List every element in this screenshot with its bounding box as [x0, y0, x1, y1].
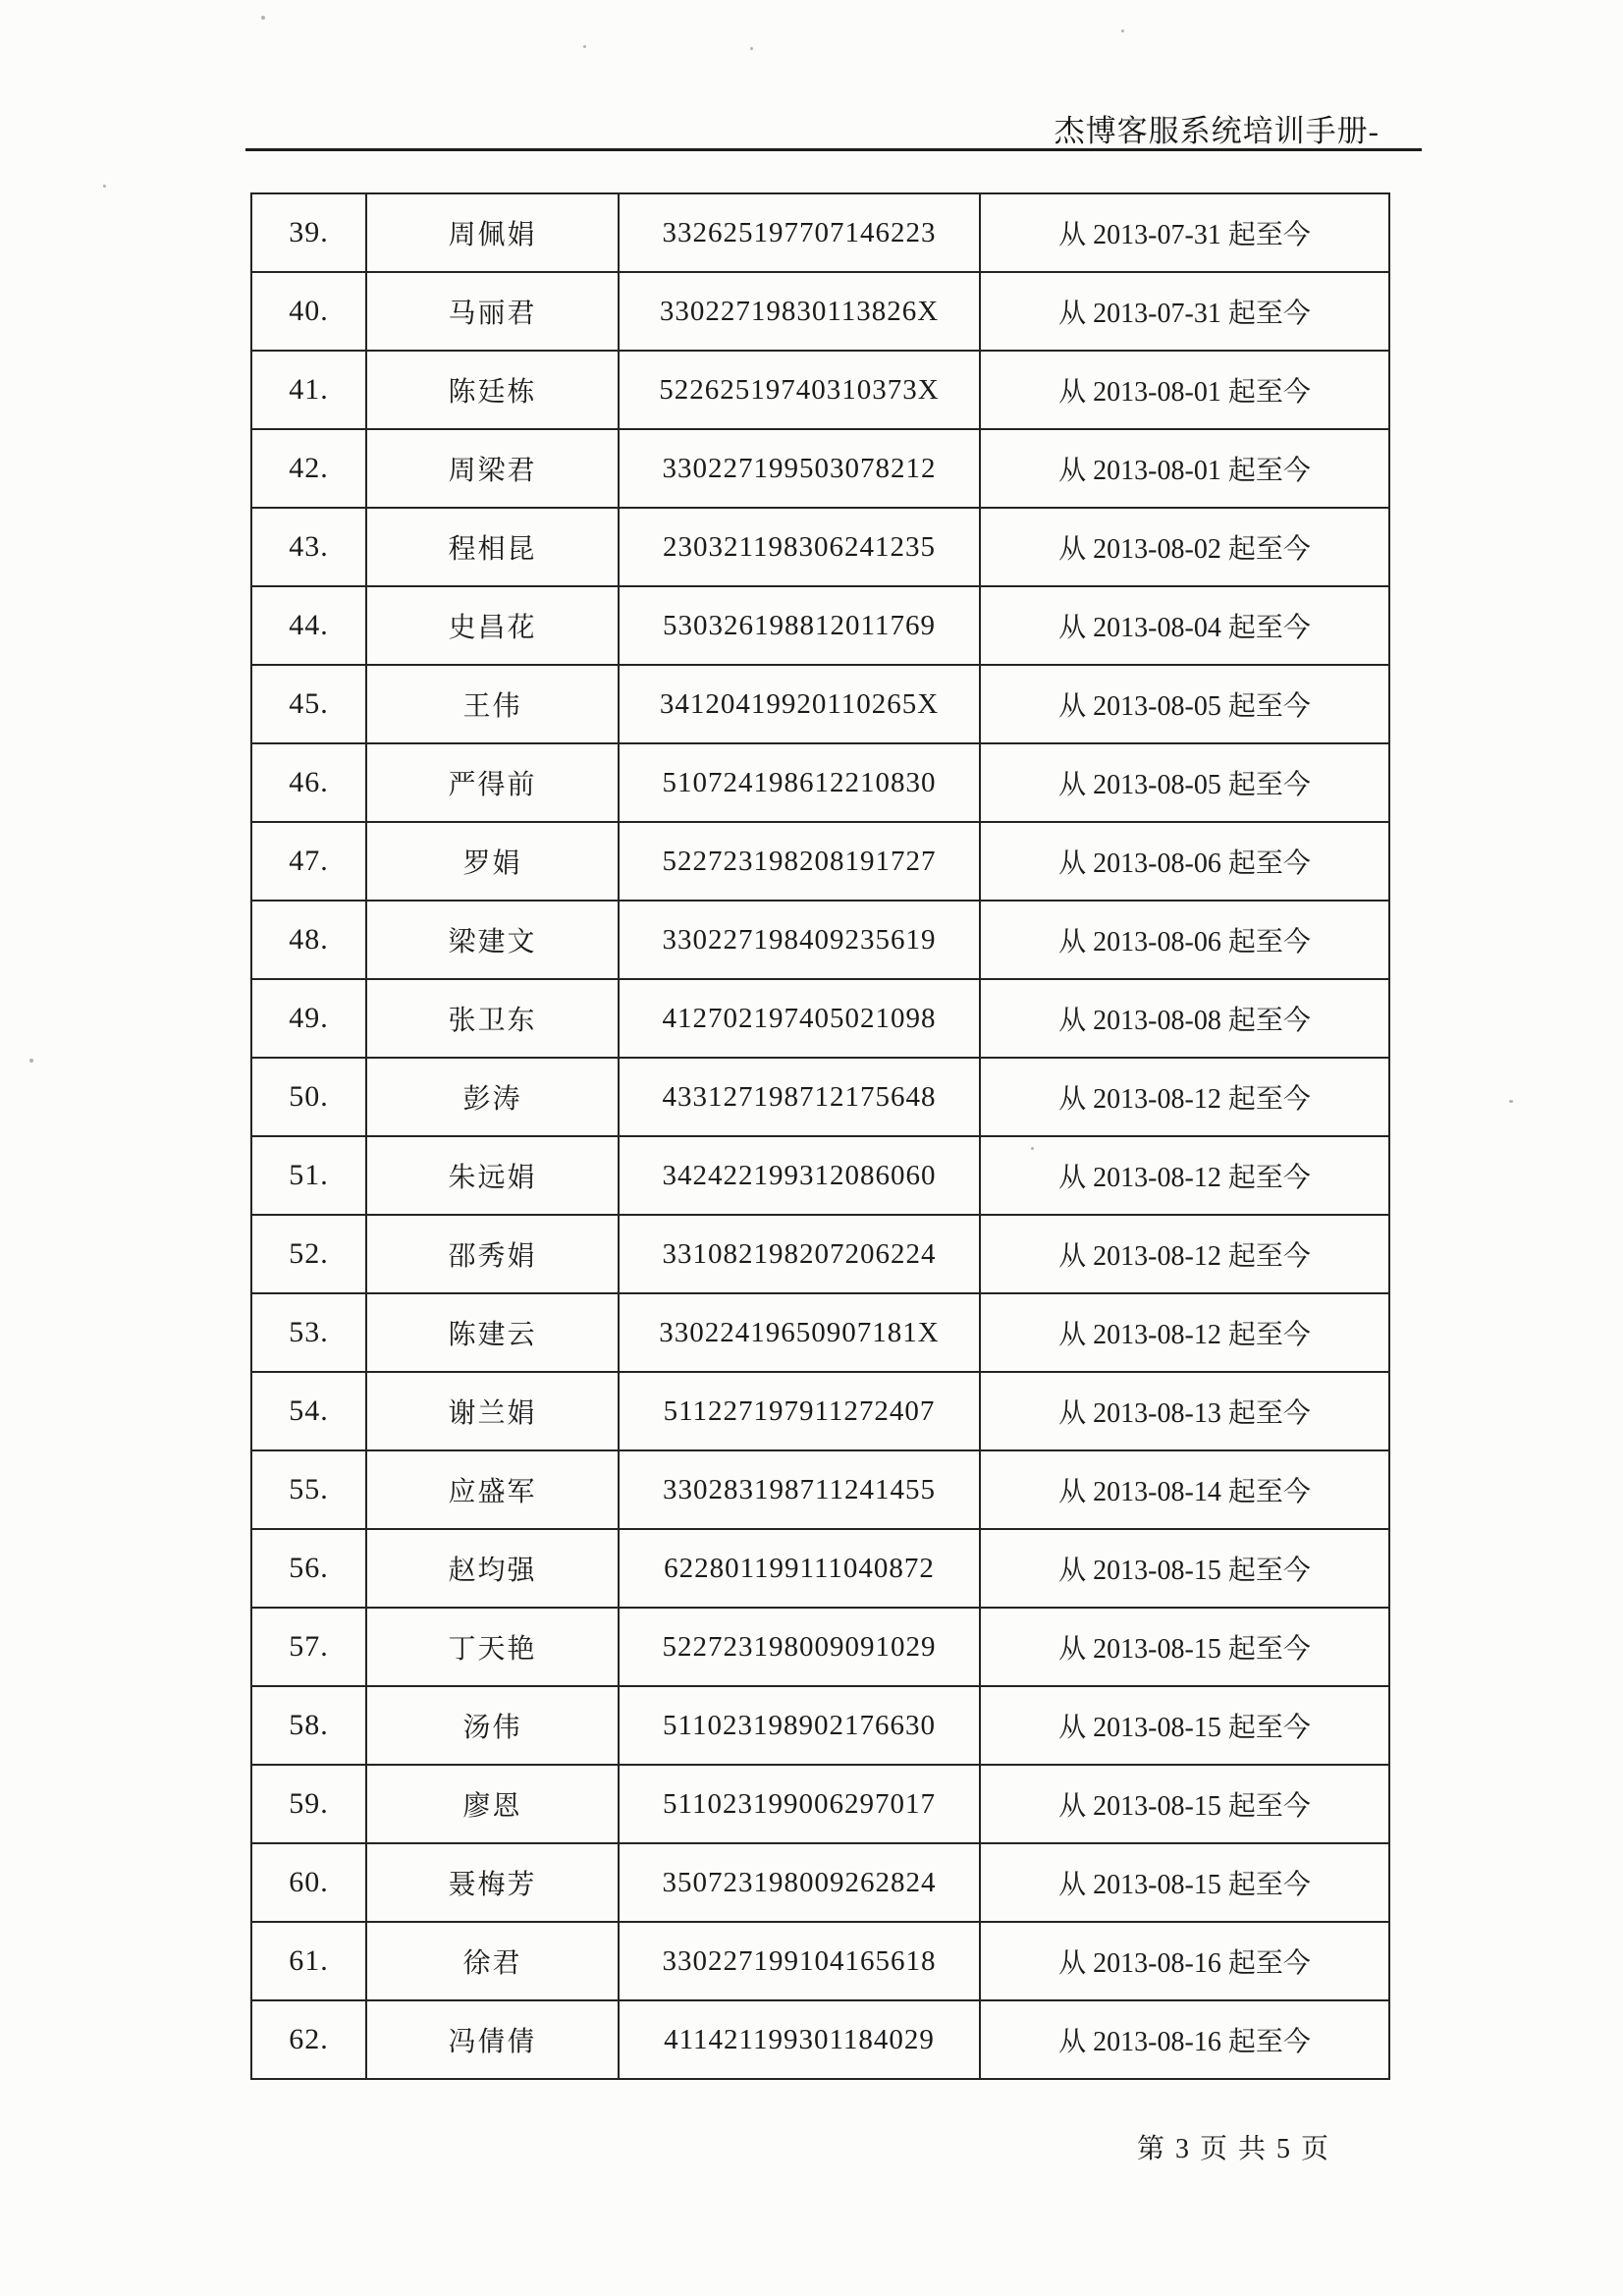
table-row — [251, 1922, 1389, 2000]
row-number-cell: 39. — [251, 193, 366, 272]
row-number-cell: 44. — [251, 586, 366, 665]
employment-period-cell: 从 2013-08-01 起至今 — [980, 351, 1389, 429]
roster-table — [250, 192, 1390, 2080]
row-number-cell: 47. — [251, 822, 366, 901]
table-row — [251, 665, 1389, 743]
page-footer — [1137, 2127, 1330, 2166]
row-number-cell: 61. — [251, 1922, 366, 2000]
employment-period-cell: 从 2013-08-05 起至今 — [980, 743, 1389, 822]
id-number-cell: 330227199104165618 — [619, 1922, 980, 2000]
name-cell: 陈廷栋 — [366, 351, 619, 429]
scan-speck — [29, 1059, 33, 1063]
employment-period-cell: 从 2013-08-16 起至今 — [980, 2000, 1389, 2079]
table-row — [251, 586, 1389, 665]
table-row — [251, 979, 1389, 1058]
row-number-cell: 40. — [251, 272, 366, 351]
name-cell: 彭涛 — [366, 1058, 619, 1136]
id-number-cell: 522723198208191727 — [619, 822, 980, 901]
table-row — [251, 351, 1389, 429]
row-number-cell: 62. — [251, 2000, 366, 2079]
employment-period-cell: 从 2013-08-15 起至今 — [980, 1686, 1389, 1765]
id-number-cell: 622801199111040872 — [619, 1529, 980, 1608]
page-header-title: 杰博客服系统培训手册- — [1054, 114, 1380, 148]
employment-period-cell: 从 2013-08-06 起至今 — [980, 901, 1389, 979]
table-row — [251, 1372, 1389, 1450]
id-number-cell: 412702197405021098 — [619, 979, 980, 1058]
employment-period-cell: 从 2013-08-05 起至今 — [980, 665, 1389, 743]
row-number-cell: 55. — [251, 1450, 366, 1529]
employment-period-cell: 从 2013-08-12 起至今 — [980, 1058, 1389, 1136]
table-row — [251, 272, 1389, 351]
scan-speck — [103, 185, 106, 188]
name-cell: 张卫东 — [366, 979, 619, 1058]
name-cell: 谢兰娟 — [366, 1372, 619, 1450]
roster-table-body — [251, 193, 1389, 2079]
name-cell: 程相昆 — [366, 508, 619, 586]
page-number: 第 3 页 共 5 页 — [1137, 2134, 1331, 2164]
table-row — [251, 193, 1389, 272]
id-number-cell: 411421199301184029 — [619, 2000, 980, 2079]
name-cell: 周佩娟 — [366, 193, 619, 272]
table-row — [251, 743, 1389, 822]
id-number-cell: 33022419650907181X — [619, 1293, 980, 1372]
name-cell: 王伟 — [366, 665, 619, 743]
name-cell: 徐君 — [366, 1922, 619, 2000]
id-number-cell: 522723198009091029 — [619, 1608, 980, 1686]
id-number-cell: 511023199006297017 — [619, 1765, 980, 1843]
row-number-cell: 52. — [251, 1215, 366, 1293]
employment-period-cell: 从 2013-08-16 起至今 — [980, 1922, 1389, 2000]
table-row — [251, 901, 1389, 979]
row-number-cell: 51. — [251, 1136, 366, 1215]
table-row — [251, 2000, 1389, 2079]
table-row — [251, 1293, 1389, 1372]
id-number-cell: 52262519740310373X — [619, 351, 980, 429]
employment-period-cell: 从 2013-08-04 起至今 — [980, 586, 1389, 665]
header-rule — [245, 148, 1422, 151]
id-number-cell: 511227197911272407 — [619, 1372, 980, 1450]
name-cell: 邵秀娟 — [366, 1215, 619, 1293]
id-number-cell: 230321198306241235 — [619, 508, 980, 586]
name-cell: 史昌花 — [366, 586, 619, 665]
scan-speck — [1121, 29, 1124, 32]
employment-period-cell: 从 2013-07-31 起至今 — [980, 272, 1389, 351]
id-number-cell: 342422199312086060 — [619, 1136, 980, 1215]
row-number-cell: 57. — [251, 1608, 366, 1686]
id-number-cell: 330283198711241455 — [619, 1450, 980, 1529]
table-row — [251, 1136, 1389, 1215]
id-number-cell: 330227199503078212 — [619, 429, 980, 508]
table-row — [251, 1608, 1389, 1686]
table-row — [251, 508, 1389, 586]
id-number-cell: 331082198207206224 — [619, 1215, 980, 1293]
employment-period-cell: 从 2013-08-12 起至今 — [980, 1136, 1389, 1215]
scan-speck — [261, 16, 265, 20]
employment-period-cell: 从 2013-08-15 起至今 — [980, 1608, 1389, 1686]
id-number-cell: 510724198612210830 — [619, 743, 980, 822]
id-number-cell: 530326198812011769 — [619, 586, 980, 665]
employment-period-cell: 从 2013-08-08 起至今 — [980, 979, 1389, 1058]
name-cell: 汤伟 — [366, 1686, 619, 1765]
scan-speck — [583, 45, 586, 48]
scan-speck — [750, 47, 753, 50]
row-number-cell: 48. — [251, 901, 366, 979]
table-row — [251, 1058, 1389, 1136]
id-number-cell: 350723198009262824 — [619, 1843, 980, 1922]
id-number-cell: 332625197707146223 — [619, 193, 980, 272]
table-row — [251, 822, 1389, 901]
employment-period-cell: 从 2013-08-15 起至今 — [980, 1843, 1389, 1922]
table-row — [251, 1450, 1389, 1529]
row-number-cell: 56. — [251, 1529, 366, 1608]
employment-period-cell: 从 2013-08-06 起至今 — [980, 822, 1389, 901]
employment-period-cell: 从 2013-08-15 起至今 — [980, 1765, 1389, 1843]
id-number-cell: 330227198409235619 — [619, 901, 980, 979]
row-number-cell: 49. — [251, 979, 366, 1058]
row-number-cell: 43. — [251, 508, 366, 586]
name-cell: 马丽君 — [366, 272, 619, 351]
row-number-cell: 46. — [251, 743, 366, 822]
name-cell: 廖恩 — [366, 1765, 619, 1843]
employment-period-cell: 从 2013-08-12 起至今 — [980, 1215, 1389, 1293]
employment-period-cell: 从 2013-08-02 起至今 — [980, 508, 1389, 586]
row-number-cell: 59. — [251, 1765, 366, 1843]
table-row — [251, 1529, 1389, 1608]
name-cell: 梁建文 — [366, 901, 619, 979]
name-cell: 严得前 — [366, 743, 619, 822]
name-cell: 冯倩倩 — [366, 2000, 619, 2079]
name-cell: 丁天艳 — [366, 1608, 619, 1686]
table-row — [251, 1215, 1389, 1293]
name-cell: 朱远娟 — [366, 1136, 619, 1215]
row-number-cell: 54. — [251, 1372, 366, 1450]
id-number-cell: 511023198902176630 — [619, 1686, 980, 1765]
name-cell: 应盛军 — [366, 1450, 619, 1529]
row-number-cell: 53. — [251, 1293, 366, 1372]
scan-speck — [1031, 1147, 1034, 1150]
name-cell: 聂梅芳 — [366, 1843, 619, 1922]
employment-period-cell: 从 2013-08-13 起至今 — [980, 1372, 1389, 1450]
id-number-cell: 33022719830113826X — [619, 272, 980, 351]
name-cell: 罗娟 — [366, 822, 619, 901]
row-number-cell: 41. — [251, 351, 366, 429]
row-number-cell: 42. — [251, 429, 366, 508]
id-number-cell: 433127198712175648 — [619, 1058, 980, 1136]
scan-speck — [1509, 1100, 1513, 1103]
employment-period-cell: 从 2013-08-12 起至今 — [980, 1293, 1389, 1372]
row-number-cell: 58. — [251, 1686, 366, 1765]
employment-period-cell: 从 2013-08-14 起至今 — [980, 1450, 1389, 1529]
name-cell: 陈建云 — [366, 1293, 619, 1372]
name-cell: 赵均强 — [366, 1529, 619, 1608]
employment-period-cell: 从 2013-08-15 起至今 — [980, 1529, 1389, 1608]
table-row — [251, 1765, 1389, 1843]
employment-period-cell: 从 2013-08-01 起至今 — [980, 429, 1389, 508]
id-number-cell: 34120419920110265X — [619, 665, 980, 743]
employment-period-cell: 从 2013-07-31 起至今 — [980, 193, 1389, 272]
table-row — [251, 1843, 1389, 1922]
row-number-cell: 60. — [251, 1843, 366, 1922]
table-row — [251, 429, 1389, 508]
row-number-cell: 50. — [251, 1058, 366, 1136]
table-row — [251, 1686, 1389, 1765]
name-cell: 周梁君 — [366, 429, 619, 508]
row-number-cell: 45. — [251, 665, 366, 743]
